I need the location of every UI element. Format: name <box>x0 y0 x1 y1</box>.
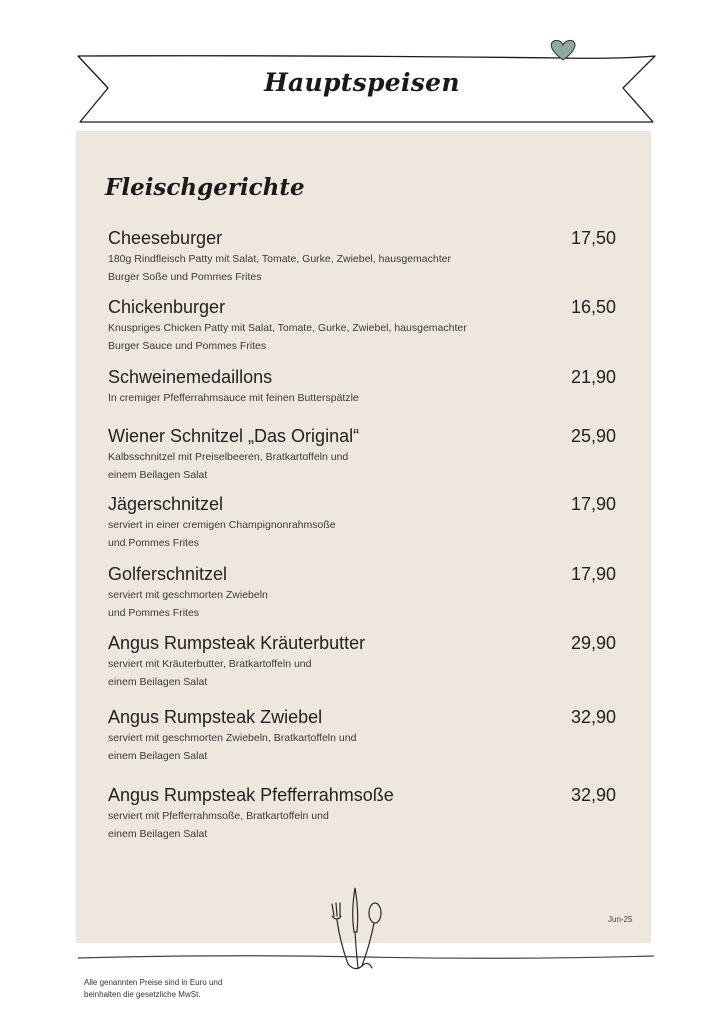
section-title: Fleischgerichte <box>105 174 305 201</box>
item-price: 17,50 <box>570 228 616 248</box>
menu-item <box>108 563 618 622</box>
item-price: 32,90 <box>570 707 616 727</box>
menu-item <box>108 227 618 286</box>
menu-item <box>108 706 618 765</box>
item-price: 25,90 <box>570 426 616 446</box>
item-description: Kalbsschnitzel mit Preiselbeeren, Bratkartoffeln und <box>108 451 349 463</box>
price-footnote <box>84 977 284 1001</box>
item-description: einem Beilagen Salat <box>108 750 208 762</box>
title-banner <box>0 0 724 130</box>
date-code: Jun-25 <box>608 915 633 924</box>
item-price: 17,90 <box>570 564 616 584</box>
item-name: Golferschnitzel <box>108 564 228 584</box>
cutlery-icon <box>322 882 392 972</box>
page-title: Hauptspeisen <box>264 68 460 97</box>
menu-item <box>108 632 618 691</box>
menu-item <box>108 366 618 407</box>
item-name: Angus Rumpsteak Kräuterbutter <box>108 633 366 653</box>
item-name: Chickenburger <box>108 297 226 317</box>
item-name: Schweinemedaillons <box>108 367 273 387</box>
menu-item <box>108 784 618 843</box>
item-description: serviert in einer cremigen Champignonrahmsoße <box>108 519 336 531</box>
item-description: serviert mit geschmorten Zwiebeln <box>108 589 268 601</box>
item-description: 180g Rindfleisch Patty mit Salat, Tomate, Gurke, Zwiebel, hausgemachter <box>108 253 451 265</box>
item-description: einem Beilagen Salat <box>108 469 208 481</box>
item-description: serviert mit Pfefferrahmsoße, Bratkartoffeln und <box>108 810 329 822</box>
item-name: Angus Rumpsteak Pfefferrahmsoße <box>108 785 394 805</box>
footnote-line: Alle genannten Preise sind in Euro und <box>84 978 223 987</box>
item-price: 32,90 <box>570 785 616 805</box>
item-price: 21,90 <box>570 367 616 387</box>
heart-icon <box>551 40 575 60</box>
item-price: 16,50 <box>570 297 616 317</box>
menu-item <box>108 493 618 552</box>
item-description: Knuspriges Chicken Patty mit Salat, Tomate, Gurke, Zwiebel, hausgemachter <box>108 322 467 334</box>
item-description: Burger Sauce und Pommes Frites <box>108 340 267 352</box>
item-description: einem Beilagen Salat <box>108 676 208 688</box>
item-name: Cheeseburger <box>108 228 223 248</box>
item-description: und Pommes Frites <box>108 537 200 549</box>
item-description: einem Beilagen Salat <box>108 828 208 840</box>
item-name: Wiener Schnitzel „Das Original“ <box>108 426 360 446</box>
item-description: serviert mit geschmorten Zwiebeln, Bratkartoffeln und <box>108 732 357 744</box>
item-name: Angus Rumpsteak Zwiebel <box>108 707 323 727</box>
menu-item <box>108 425 618 484</box>
item-description: Burger Soße und Pommes Frites <box>108 271 262 283</box>
item-description: In cremiger Pfefferrahmsauce mit feinen Butterspätzle <box>108 392 359 404</box>
item-price: 29,90 <box>570 633 616 653</box>
item-description: serviert mit Kräuterbutter, Bratkartoffeln und <box>108 658 312 670</box>
item-price: 17,90 <box>570 494 616 514</box>
item-description: und Pommes Frites <box>108 607 200 619</box>
menu-item <box>108 296 618 355</box>
footnote-line: beinhalten die gesetzliche MwSt. <box>84 990 201 999</box>
item-name: Jägerschnitzel <box>108 494 224 514</box>
